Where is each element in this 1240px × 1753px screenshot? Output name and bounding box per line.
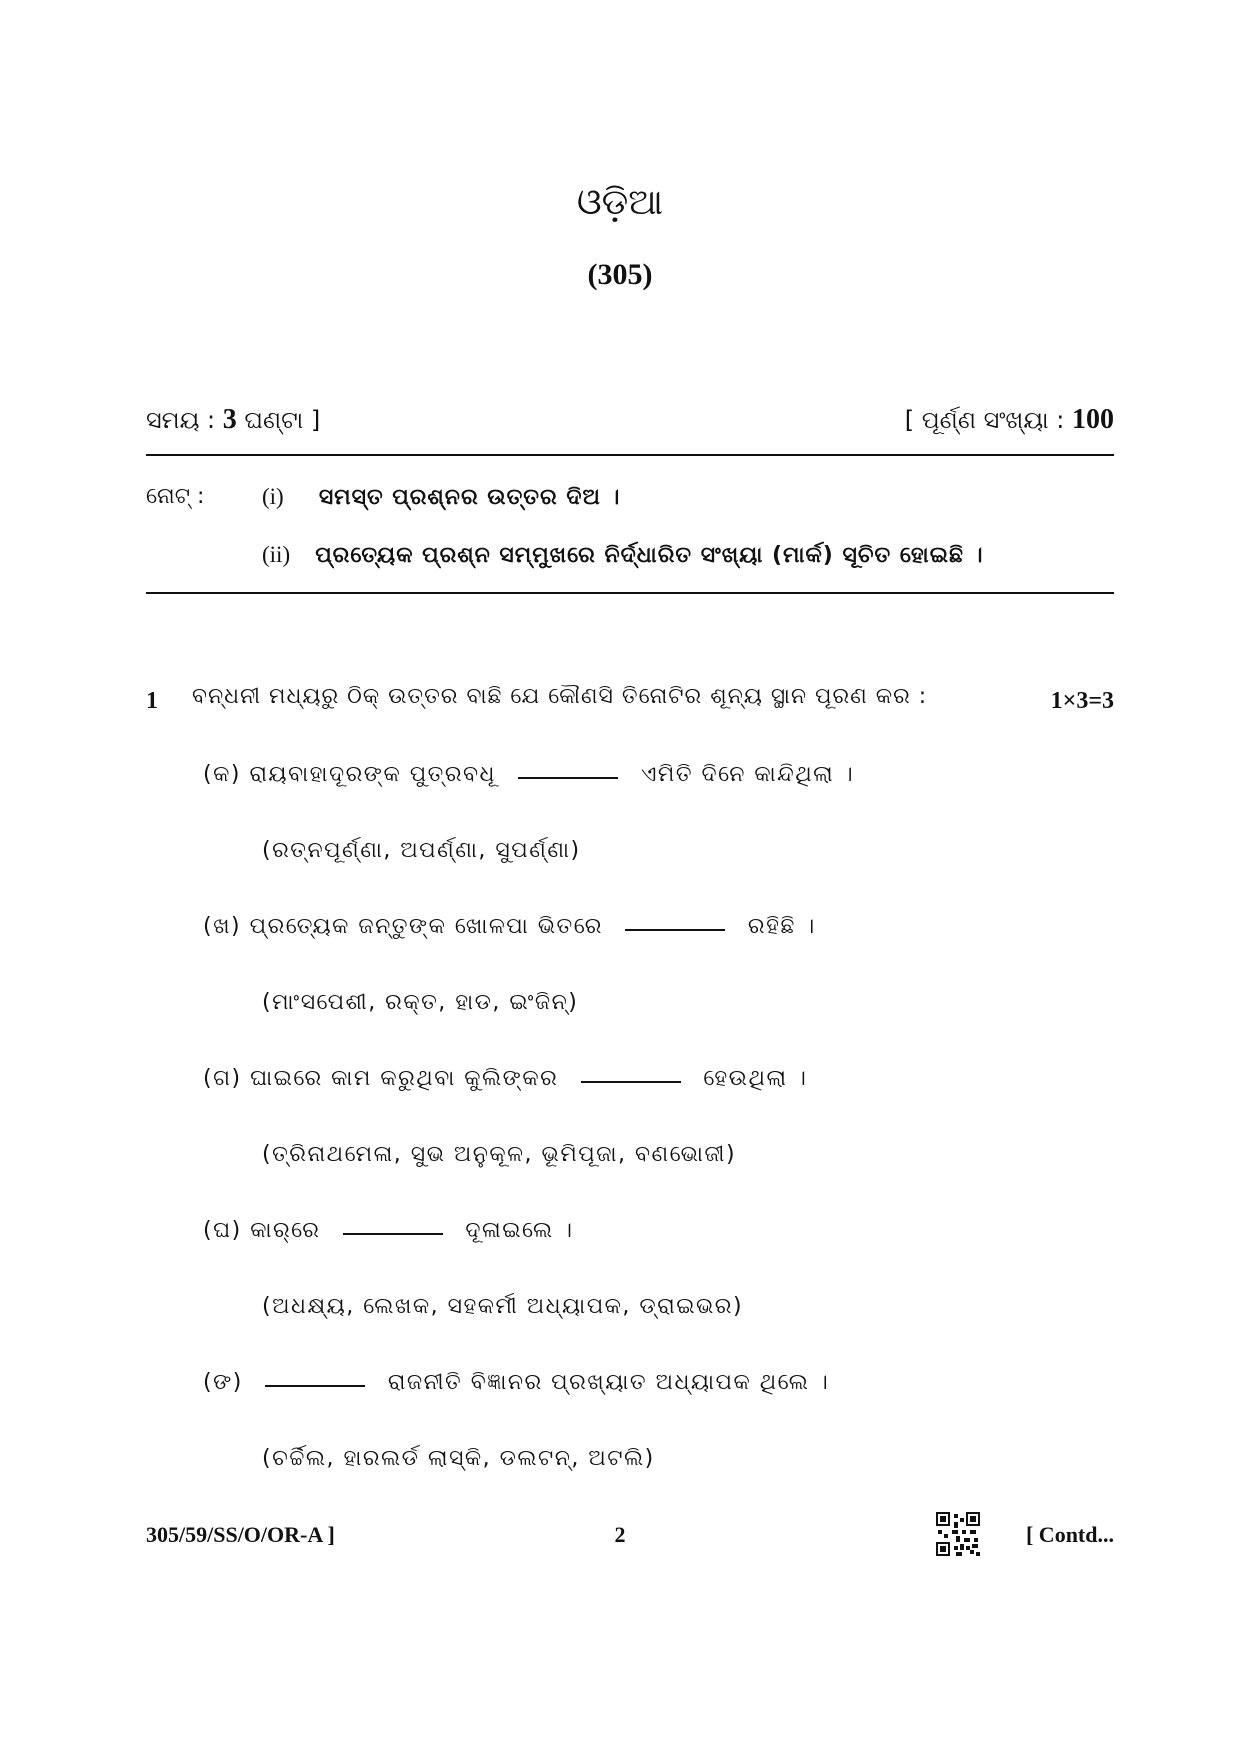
item-label: (ଖ) [203, 914, 242, 939]
marks-label: [ ପୂର୍ଣ୍ଣ ସଂଖ୍ୟା : [904, 406, 1065, 434]
question-item-ka [203, 762, 854, 787]
note-item-2 [262, 542, 984, 568]
question-item-gha [203, 1218, 574, 1243]
item-options: (ତ୍ରିନାଥମେଳା, ସୁଭ ଅନୁକୂଳ, ଭୂମିପୂଜା, ବଣଭୋଜୀ) [262, 1142, 737, 1167]
item-text-before: ପ୍ରତ୍ୟେକ ଜନ୍ତୁଙ୍କ ଖୋଳପା ଭିତରେ [249, 914, 603, 939]
item-options: (ଚର୍ଚ୍ଚିଲ, ହାରଲର୍ଡ ଲାସ୍କି, ଡଲଟନ୍, ଅଟଲି) [262, 1446, 655, 1471]
paper-code: 305/59/SS/O/OR-A ] [146, 1522, 335, 1547]
item-text-before: ଘାଇରେ କାମ କରୁଥିବା କୁଲିଙ୍କର [250, 1066, 559, 1091]
time-marks-row [146, 404, 1114, 436]
time-value: 3 [222, 404, 237, 435]
item-label: (କ) [203, 762, 241, 787]
item-options: (ଅଧକ୍ଷ୍ୟ, ଲେଖକ, ସହକର୍ମୀ ଅଧ୍ୟାପକ, ଡ୍ରାଇଭର) [262, 1294, 744, 1319]
item-text-before: କାର୍‌ରେ [250, 1218, 321, 1243]
marks-info [905, 404, 1114, 436]
item-text-before: ରାୟବାହାଦୂରଙ୍କ ପୁତ୍ରବଧୂ [249, 762, 496, 787]
question-number: 1 [146, 688, 158, 714]
note-item-number: (i) [262, 484, 284, 509]
item-options: (ରତ୍ନପୂର୍ଣ୍ଣା, ଅପର୍ଣ୍ଣା, ସୁପର୍ଣ୍ଣା) [262, 838, 581, 863]
note-item-1 [262, 484, 620, 510]
divider-bottom [146, 592, 1114, 594]
item-text-after: ରହିଛି । [747, 914, 816, 939]
item-label: (ଗ) [203, 1066, 242, 1091]
item-text-after: ଏମିତି ଦିନେ କାନ୍ଦିଥିଲା । [640, 762, 855, 787]
fill-blank[interactable] [581, 1081, 681, 1083]
marks-value: 100 [1072, 404, 1114, 435]
note-label: ନୋଟ୍ : [146, 484, 205, 509]
question-item-nga [203, 1370, 829, 1395]
time-unit: ଘଣ୍ଟା ] [244, 406, 321, 434]
item-label: (ଘ) [203, 1218, 242, 1243]
question-item-ga [203, 1066, 807, 1091]
time-label: ସମୟ : [146, 406, 216, 434]
fill-blank[interactable] [625, 929, 725, 931]
question-text: ବନ୍ଧନୀ ମଧ୍ୟରୁ ଠିକ୍ ଉତ୍ତର ବାଛି ଯେ କୌଣସି ତିନୋଟିର ଶୂନ୍ୟ ସ୍ଥାନ ପୂରଣ କର : [192, 684, 928, 709]
qr-code-icon [936, 1512, 980, 1556]
subject-code: (305) [587, 258, 653, 291]
item-options: (ମାଂସପେଶୀ, ରକ୍ତ, ହାଡ, ଇଂଜିନ୍) [262, 990, 579, 1015]
item-text-after: ରାଜନୀତି ବିଜ୍ଞାନର ପ୍ରଖ୍ୟାତ ଅଧ୍ୟାପକ ଥିଲେ । [387, 1370, 830, 1395]
fill-blank[interactable] [518, 777, 618, 779]
note-item-text: ସମସ୍ତ ପ୍ରଶ୍ନର ଉତ୍ତର ଦିଅ । [318, 485, 621, 510]
item-text-after: ଦୂଳାଇଲେ । [465, 1218, 574, 1243]
item-label: (ଙ) [203, 1370, 243, 1395]
continued-label: [ Contd... [1025, 1522, 1114, 1547]
page-number: 2 [614, 1522, 626, 1547]
fill-blank[interactable] [343, 1233, 443, 1235]
divider-top [146, 454, 1114, 456]
subject-title: ଓଡ଼ିଆ [576, 182, 664, 223]
time-info [146, 404, 320, 436]
question-item-kha [203, 914, 816, 939]
note-item-number: (ii) [262, 542, 291, 567]
note-item-text: ପ୍ରତ୍ୟେକ ପ୍ରଶ୍ନ ସମ୍ମୁଖରେ ନିର୍ଦ୍ଧାରିତ ସଂଖ୍ୟା (ମାର୍କ) ସୂଚିତ ହୋଇଛି । [315, 543, 984, 568]
fill-blank[interactable] [265, 1385, 365, 1387]
question-marks: 1×3=3 [1050, 688, 1114, 714]
item-text-after: ହେଉଥିଲା । [703, 1066, 808, 1091]
